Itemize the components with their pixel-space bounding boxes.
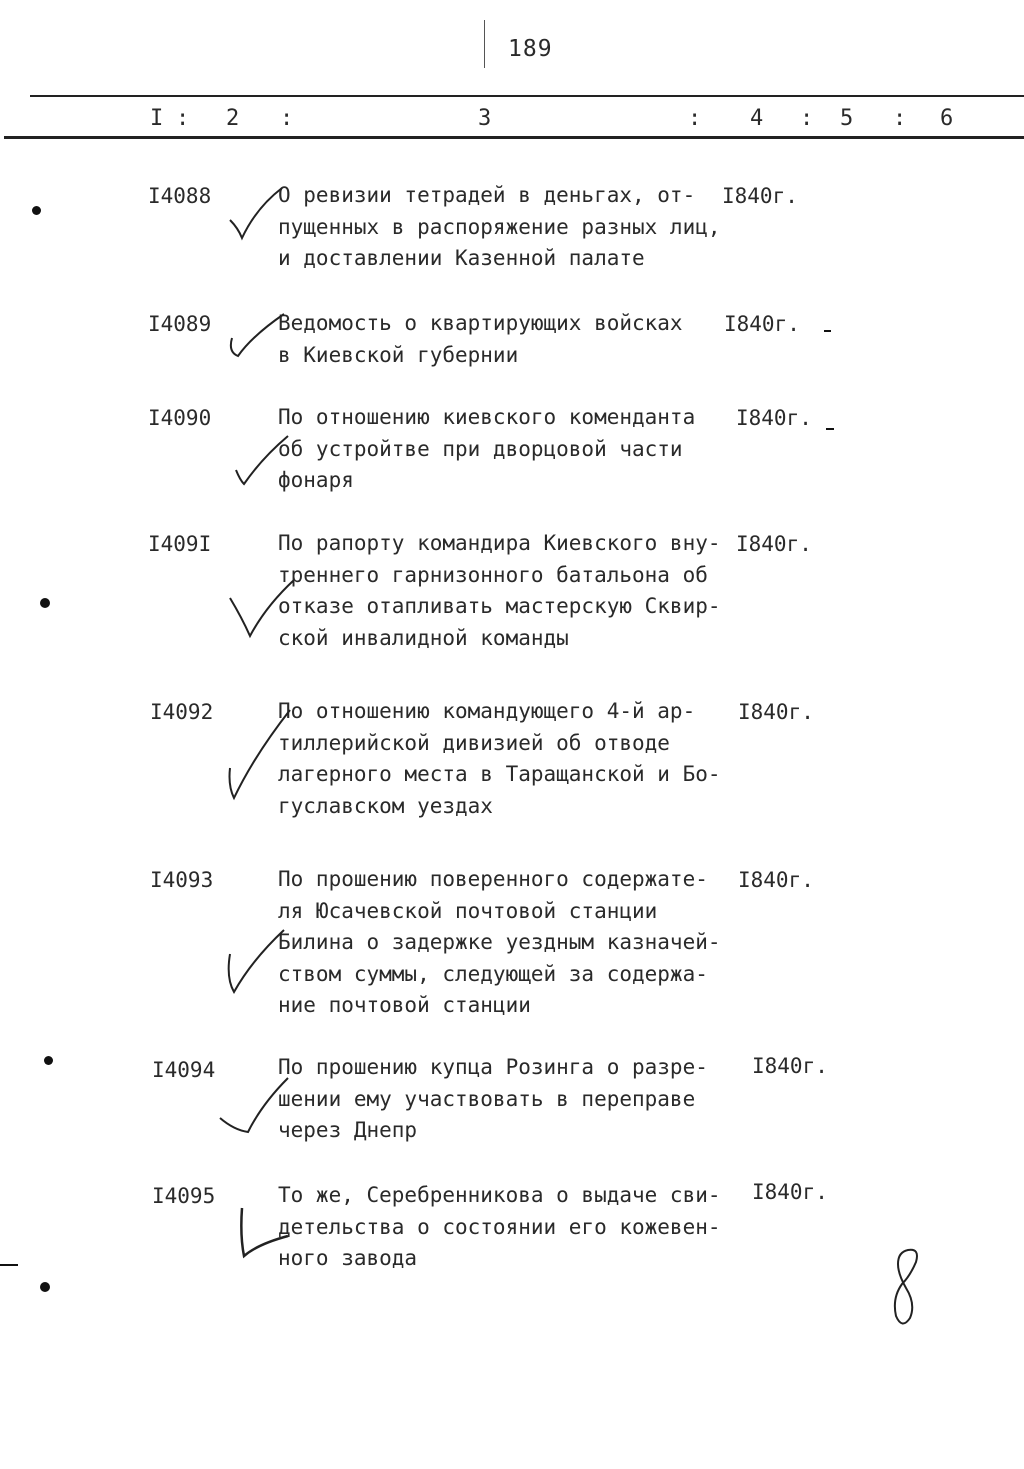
column-separator: : (893, 106, 907, 131)
entry-line: шении ему участвовать в переправе (278, 1086, 696, 1111)
scan-speck (0, 1264, 18, 1266)
entry-description (278, 864, 738, 1022)
entry-id: I4092 (150, 700, 214, 724)
column-header-1: I (150, 106, 164, 131)
entry-id: I4089 (148, 312, 212, 336)
entry-line: пущенных в распоряжение разных лиц, (278, 214, 721, 239)
entry-line: ля Юсачевской почтовой станции (278, 898, 658, 923)
entry-line: детельства о состоянии его кожевен- (278, 1214, 721, 1239)
entry-line: По прошению поверенного содержате- (278, 867, 708, 891)
entry-year: I840г. (752, 1054, 828, 1078)
column-separator: : (688, 106, 702, 131)
scan-speck (824, 330, 831, 332)
entry-year: I840г. (722, 184, 798, 208)
entry-description (278, 528, 738, 654)
entry-line: об устройтве при дворцовой части (278, 436, 683, 461)
column-separator: : (800, 106, 814, 131)
entry-year: I840г. (752, 1180, 828, 1204)
entry-line: отказе отапливать мастерскую Сквир- (278, 594, 721, 618)
entry-line: ской инвалидной команды (278, 625, 569, 650)
scan-speck (44, 1056, 53, 1065)
entry-year: I840г. (724, 312, 800, 336)
entry-line: в Киевской губернии (278, 342, 519, 367)
column-header-4: 4 (750, 106, 764, 131)
margin-note-8 (880, 1244, 930, 1334)
entry-id: I4090 (148, 406, 212, 430)
entry-line: фонаря (278, 468, 354, 492)
check-mark-icon (226, 186, 286, 246)
entry-line: через Днепр (278, 1118, 418, 1142)
entry-line: тиллерийской дивизией об отводе (278, 730, 670, 755)
entry-description (278, 696, 738, 822)
entry-id: I4094 (152, 1058, 216, 1082)
entry-line: По рапорту командира Киевского вну- (278, 531, 721, 555)
entry-line: По прошению купца Розинга о разре- (278, 1055, 708, 1079)
entry-description (278, 308, 738, 371)
entry-line: О ревизии тетрадей в деньгах, от- (278, 183, 696, 207)
entry-id: I4093 (150, 868, 214, 892)
column-header-2: 2 (226, 106, 240, 131)
entry-line: лагерного места в Таращанской и Бо- (278, 762, 721, 786)
page-number: 189 (508, 36, 553, 62)
entry-line: По отношению командующего 4-й ар- (278, 699, 696, 723)
scan-speck (40, 598, 50, 608)
page-mark (484, 20, 485, 68)
header-top-rule (30, 95, 1024, 97)
column-header-3: 3 (478, 106, 492, 131)
column-header-5: 5 (840, 106, 854, 131)
entry-description (278, 1052, 738, 1147)
entry-year: I840г. (736, 532, 812, 556)
scan-speck (826, 428, 834, 430)
entry-line: треннего гарнизонного батальона об (278, 562, 708, 587)
entry-line: ного завода (278, 1246, 418, 1270)
column-header-6: 6 (940, 106, 954, 131)
entry-line: Билина о задержке уездным казначей- (278, 930, 721, 954)
column-separator: : (280, 106, 294, 131)
entry-year: I840г. (738, 868, 814, 892)
entry-id: I409I (148, 532, 212, 556)
entry-line: По отношению киевского коменданта (278, 405, 696, 429)
entry-line: гуславском уездах (278, 793, 493, 818)
header-bottom-rule (4, 136, 1024, 139)
entry-id: I4095 (152, 1184, 216, 1208)
entry-description (278, 180, 738, 275)
entry-line: ством суммы, следующей за содержа- (278, 961, 708, 986)
entry-description (278, 402, 738, 497)
entry-line: То же, Серебренникова о выдаче сви- (278, 1183, 721, 1207)
entry-year: I840г. (736, 406, 812, 430)
entry-description (278, 1180, 738, 1275)
column-separator: : (176, 106, 190, 131)
scan-speck (40, 1282, 50, 1292)
entry-id: I4088 (148, 184, 212, 208)
entry-year: I840г. (738, 700, 814, 724)
entry-line: Ведомость о квартирующих войсках (278, 311, 683, 335)
entry-line: и доставлении Казенной палате (278, 246, 645, 270)
entry-line: ние почтовой станции (278, 993, 531, 1017)
scan-speck (32, 206, 41, 215)
